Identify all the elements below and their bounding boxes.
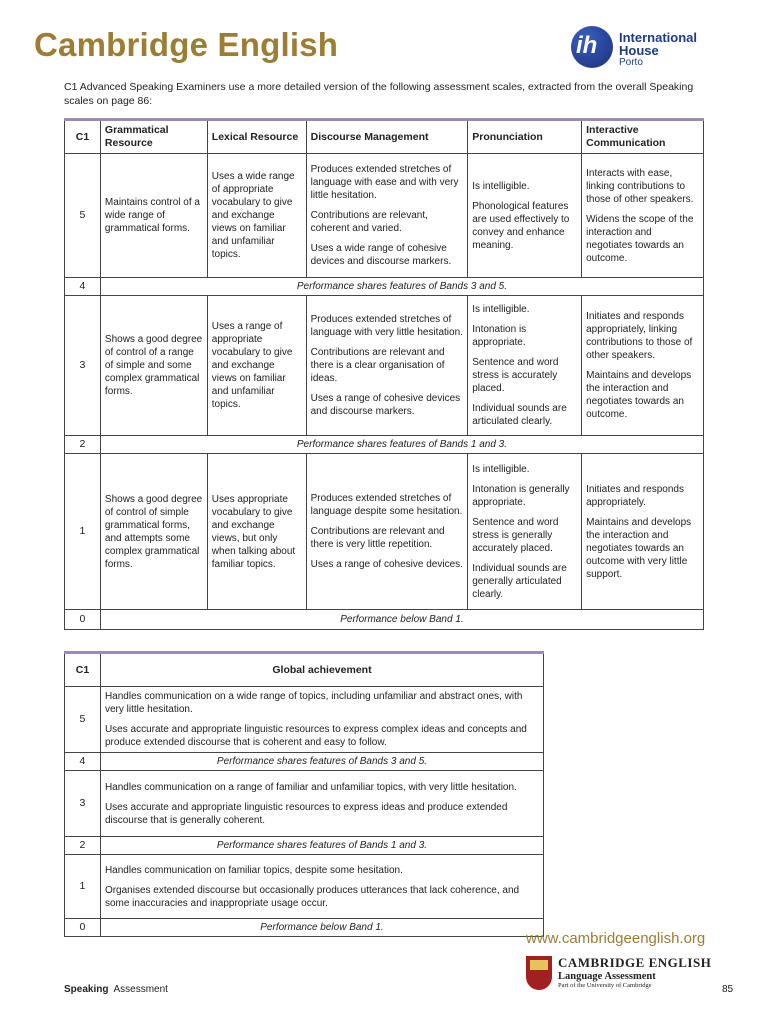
header-global-achievement: Global achievement (100, 653, 543, 687)
footer-section-label: Assessment (113, 984, 168, 995)
shared-features-note: Performance shares features of Bands 1 and 3. (100, 436, 703, 454)
lexical-descriptor: Uses a wide range of appropriate vocabulary to give and exchange views on familiar and unfamiliar topics. (207, 154, 306, 278)
global-line: Handles communication on familiar topics, despite some hesitation. (104, 864, 403, 876)
table-header-row (65, 653, 544, 687)
table-row (65, 837, 544, 855)
ih-logo-city: Porto (619, 57, 643, 68)
discourse-descriptor (306, 296, 468, 436)
band-number: 1 (65, 855, 101, 919)
international-house-logo (571, 26, 711, 70)
ih-glyph: ih (576, 32, 598, 59)
intro-text: C1 Advanced Speaking Examiners use a more detailed version of the following assessment scales, extracted from the overall Speaking scales on page 86: (64, 81, 694, 107)
global-descriptor (100, 687, 543, 753)
ih-logo-name (619, 31, 697, 57)
ce-logo-line3: Part of the University of Cambridge (558, 982, 652, 989)
global-line: Organises extended discourse but occasionally produces utterances that lack coherence, and some inaccuracies and inappropriate usage occur. (104, 884, 520, 909)
discourse-line: Produces extended stretches of language despite some hesitation. (310, 493, 463, 517)
header-pronunciation: Pronunciation (468, 120, 582, 154)
table-row (65, 610, 704, 630)
pron-line: Is intelligible. (472, 180, 530, 192)
header-grammatical-resource: Grammatical Resource (100, 120, 207, 154)
footer-section (64, 984, 168, 995)
band-number: 5 (65, 154, 101, 278)
cambridge-english-logo (558, 955, 711, 989)
band-number: 0 (65, 610, 101, 630)
pron-line: Individual sounds are articulated clearly. (472, 403, 567, 427)
global-line: Uses accurate and appropriate linguistic resources to express ideas and produce extended discourse that is generally coherent. (104, 801, 508, 826)
table-header-row (65, 120, 704, 154)
discourse-descriptor (306, 154, 468, 278)
header-level: C1 (65, 120, 101, 154)
interactive-descriptor (582, 296, 704, 436)
table-row (65, 296, 704, 436)
discourse-line: Contributions are relevant and there is very little repetition. (310, 526, 445, 550)
header-level: C1 (65, 653, 101, 687)
pron-line: Sentence and word stress is accurately placed. (472, 357, 559, 394)
shared-features-note: Performance shares features of Bands 3 and 5. (100, 278, 703, 296)
interactive-line: Widens the scope of the interaction and negotiates towards an outcome. (586, 213, 694, 264)
grammar-descriptor: Shows a good degree of control of simple grammatical forms, and attempts some complex grammatical forms. (100, 454, 207, 610)
table-row (65, 771, 544, 837)
band-number: 3 (65, 296, 101, 436)
band-number: 2 (65, 436, 101, 454)
pron-line: Intonation is generally appropriate. (472, 483, 570, 508)
table-row (65, 855, 544, 919)
pron-line: Sentence and word stress is generally accurately placed. (472, 516, 559, 554)
band-number: 3 (65, 771, 101, 837)
footer-section-name: Speaking (64, 984, 109, 995)
pronunciation-descriptor (468, 454, 582, 610)
ih-line1: International (619, 30, 698, 45)
ih-logo-icon (571, 26, 613, 68)
table-row (65, 454, 704, 610)
shared-features-note: Performance shares features of Bands 1 and 3. (100, 837, 543, 855)
table-row (65, 436, 704, 454)
university-crest-icon (526, 956, 552, 990)
global-line: Handles communication on a wide range of topics, including unfamiliar and abstract ones, with very little hesitation. (104, 691, 523, 715)
discourse-line: Uses a range of cohesive devices and discourse markers. (310, 393, 461, 417)
grammar-descriptor: Shows a good degree of control of a range of simple and some complex grammatical forms. (100, 296, 207, 436)
ce-logo-line1: CAMBRIDGE ENGLISH (558, 955, 712, 970)
discourse-line: Uses a wide range of cohesive devices and discourse markers. (310, 243, 452, 267)
table-row (65, 919, 544, 937)
brand-title: Cambridge English (34, 26, 339, 63)
table-row (65, 154, 704, 278)
band-number: 4 (65, 753, 101, 771)
interactive-line: Initiates and responds appropriately. (586, 483, 684, 508)
discourse-line: Produces extended stretches of language with ease and with very little hesitation. (310, 164, 459, 201)
band-number: 5 (65, 687, 101, 753)
pronunciation-descriptor (468, 296, 582, 436)
shared-features-note: Performance shares features of Bands 3 and 5. (100, 753, 543, 771)
pron-line: Is intelligible. (472, 463, 530, 475)
pron-line: Phonological features are used effectively to convey and enhance meaning. (472, 200, 570, 251)
interactive-descriptor (582, 454, 704, 610)
website-link[interactable]: www.cambridgeenglish.org (526, 930, 706, 947)
pron-line: Intonation is appropriate. (472, 324, 527, 348)
band-number: 0 (65, 919, 101, 937)
band-number: 2 (65, 837, 101, 855)
table-row (65, 687, 544, 753)
pron-line: Is intelligible. (472, 304, 530, 315)
shared-features-note: Performance below Band 1. (100, 610, 703, 630)
header-lexical-resource: Lexical Resource (207, 120, 306, 154)
lexical-descriptor: Uses a range of appropriate vocabulary to give and exchange views on familiar and unfamiliar topics. (207, 296, 306, 436)
discourse-line: Uses a range of cohesive devices. (310, 559, 463, 570)
global-descriptor (100, 771, 543, 837)
ih-line2: House (619, 43, 659, 58)
shared-features-note: Performance below Band 1. (100, 919, 543, 937)
discourse-line: Contributions are relevant, coherent and varied. (310, 210, 428, 234)
header-discourse-management: Discourse Management (306, 120, 468, 154)
interactive-line: Interacts with ease, linking contributions to those of other speakers. (586, 167, 694, 205)
discourse-line: Produces extended stretches of language with very little hesitation. (310, 314, 463, 338)
table-row (65, 753, 544, 771)
discourse-descriptor (306, 454, 468, 610)
global-line: Handles communication on a range of familiar and unfamiliar topics, with very little hesitation. (104, 781, 517, 793)
table-row (65, 278, 704, 296)
global-line: Uses accurate and appropriate linguistic resources to express complex ideas and concepts and produce extended discourse that is coherent and easy to follow. (104, 724, 527, 748)
lexical-descriptor: Uses appropriate vocabulary to give and exchange views, but only when talking about familiar topics. (207, 454, 306, 610)
ce-logo-line2: Language Assessment (558, 971, 656, 982)
interactive-line: Maintains and develops the interaction and negotiates towards an outcome with very little support. (586, 516, 692, 580)
header-interactive-communication: Interactive Communication (582, 120, 704, 154)
band-number: 4 (65, 278, 101, 296)
interactive-line: Initiates and responds appropriately, linking contributions to those of other speakers. (586, 311, 693, 361)
pronunciation-descriptor (468, 154, 582, 278)
interactive-descriptor (582, 154, 704, 278)
discourse-line: Contributions are relevant and there is a clear organisation of ideas. (310, 347, 445, 384)
global-achievement-table (64, 651, 544, 937)
band-number: 1 (65, 454, 101, 610)
grammar-descriptor: Maintains control of a wide range of grammatical forms. (100, 154, 207, 278)
pron-line: Individual sounds are generally articulated clearly. (472, 562, 567, 600)
global-descriptor (100, 855, 543, 919)
analytical-scales-table (64, 118, 704, 630)
interactive-line: Maintains and develops the interaction and negotiates towards an outcome. (586, 370, 692, 420)
page-number: 85 (722, 984, 734, 995)
